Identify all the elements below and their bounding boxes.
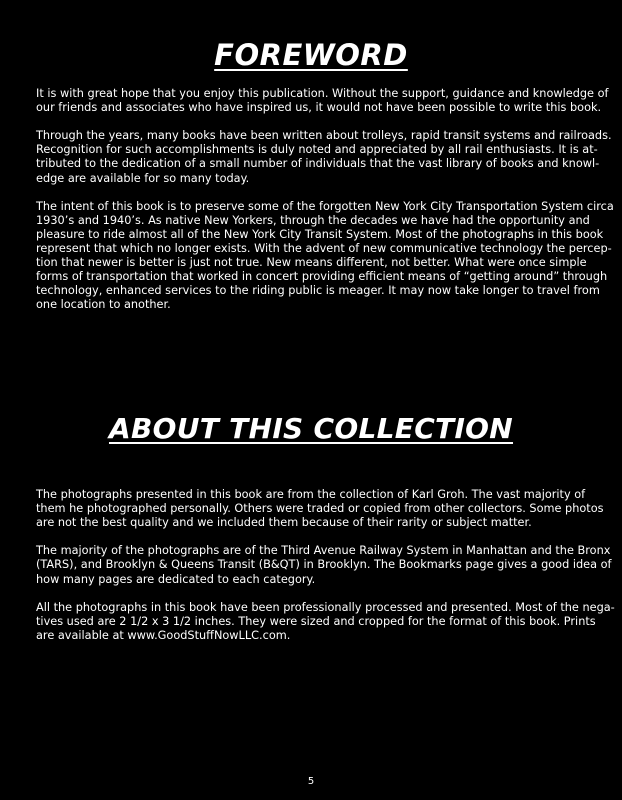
text-line: how many pages are dedicated to each category. [36, 572, 316, 586]
about-paragraph [36, 544, 612, 586]
text-line: our friends and associates who have inspired us, it would not have been possible to write this book. [36, 101, 602, 115]
text-line: tributed to the dedication of a small number of individuals that the vast library of books and knowl- [36, 157, 600, 171]
foreword-paragraph [36, 199, 614, 313]
about-paragraph [36, 488, 604, 530]
text-line: tion that newer is better is just not true. New means different, not better. What were once simple [36, 256, 587, 270]
text-line: The majority of the photographs are of the Third Avenue Railway System in Manhattan and the Bronx [36, 544, 611, 558]
text-line: The intent of this book is to preserve some of the forgotten New York City Transportation System circa [36, 199, 614, 213]
text-line: are available at www.GoodStuffNowLLC.com. [36, 628, 291, 642]
text-line: pleasure to ride almost all of the New York City Transit System. Most of the photographs in this book [36, 227, 604, 241]
foreword-body [36, 87, 614, 313]
text-line: tives used are 2 1/2 x 3 1/2 inches. They were sized and cropped for the format of this book. Prints [36, 614, 596, 628]
text-line: Recognition for such accomplishments is duly noted and appreciated by all rail enthusiasts. It is at- [36, 143, 598, 157]
text-line: one location to another. [36, 298, 171, 312]
page-number: 5 [307, 776, 315, 787]
text-line: represent that which no longer exists. With the advent of new communicative technology the percep- [36, 242, 612, 256]
about-heading: ABOUT THIS COLLECTION [108, 412, 514, 445]
foreword-heading: FOREWORD [214, 38, 408, 72]
text-line: them he photographed personally. Others were traded or copied from other collectors. Some photos [36, 502, 604, 516]
text-line: technology, enhanced services to the riding public is meager. It may now take longer to travel from [36, 284, 600, 298]
foreword-paragraph [36, 87, 609, 115]
text-line: edge are available for so many today. [36, 171, 250, 185]
text-line: All the photographs in this book have been professionally processed and presented. Most of the nega- [36, 600, 615, 614]
text-line: The photographs presented in this book are from the collection of Karl Groh. The vast majority of [36, 488, 586, 501]
text-line: 1930’s and 1940’s. As native New Yorkers, through the decades we have had the opportunity and [36, 213, 590, 227]
foreword-paragraph [36, 129, 612, 185]
text-line: forms of transportation that worked in concert providing efficient means of “getting around” through [36, 270, 608, 284]
text-line: are not the best quality and we included them because of their rarity or subject matter. [36, 516, 532, 530]
text-line: It is with great hope that you enjoy this publication. Without the support, guidance and knowledge of [36, 87, 609, 100]
about-body [36, 488, 615, 643]
text-line: (TARS), and Brooklyn & Queens Transit (B&QT) in Brooklyn. The Bookmarks page gives a good idea of [36, 558, 612, 572]
text-line: Through the years, many books have been written about trolleys, rapid transit systems and railroads. [36, 129, 612, 143]
about-paragraph [36, 600, 615, 643]
